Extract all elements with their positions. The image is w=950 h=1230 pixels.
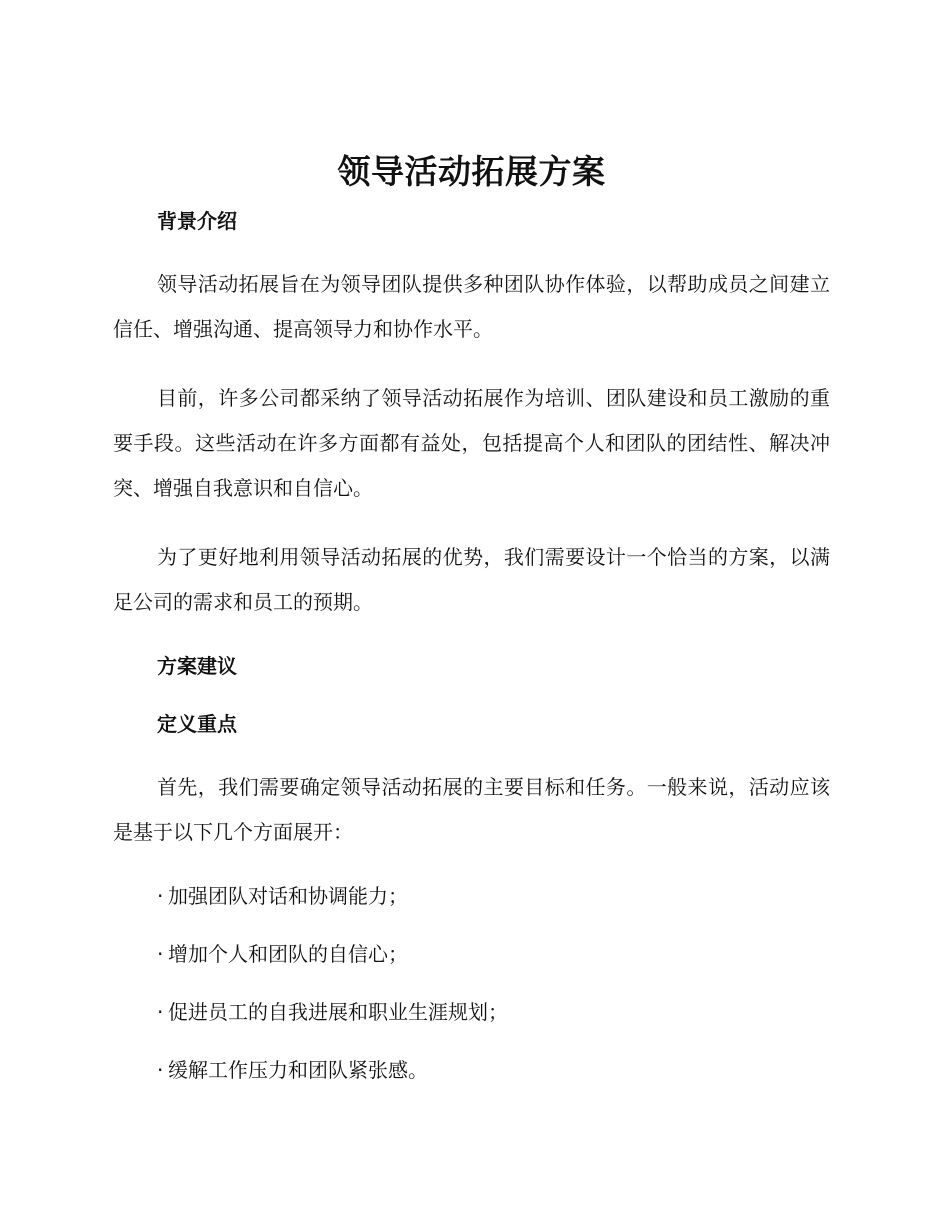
bullet-marker: ·: [157, 1000, 164, 1024]
paragraph-focus: 首先，我们需要确定领导活动拓展的主要目标和任务。一般来说，活动应该是基于以下几个方面展开：: [113, 775, 830, 844]
bullet-marker: ·: [157, 884, 164, 908]
paragraph-background-2: 目前，许多公司都采纳了领导活动拓展作为培训、团队建设和员工激励的重要手段。这些活动在许多方面都有益处，包括提高个人和团队的团结性、解决冲突、增强自我意识和自信心。: [113, 386, 830, 500]
document-title: 领导活动拓展方案: [337, 152, 606, 191]
paragraph-background-1: 领导活动拓展旨在为领导团队提供多种团队协作体验，以帮助成员之间建立信任、增强沟通、提高领导力和协作水平。: [113, 272, 830, 341]
list-item: [113, 1053, 830, 1087]
bullet-marker: ·: [157, 1058, 164, 1082]
section-heading-focus: 定义重点: [157, 712, 237, 736]
list-item: [113, 937, 830, 971]
bullet-marker: ·: [157, 942, 164, 966]
section-heading-background: 背景介绍: [157, 209, 237, 233]
list-item-text: 缓解工作压力和团队紧张感。: [168, 1058, 428, 1082]
paragraph-background-3: 为了更好地利用领导活动拓展的优势，我们需要设计一个恰当的方案，以满足公司的需求和员工的预期。: [113, 545, 830, 614]
section-heading-proposal: 方案建议: [157, 654, 237, 678]
list-item: [113, 995, 830, 1029]
list-item-text: 增加个人和团队的自信心；: [168, 942, 408, 966]
list-item: [113, 879, 830, 913]
list-item-text: 加强团队对话和协调能力；: [168, 884, 408, 908]
list-item-text: 促进员工的自我进展和职业生涯规划；: [168, 1000, 508, 1024]
